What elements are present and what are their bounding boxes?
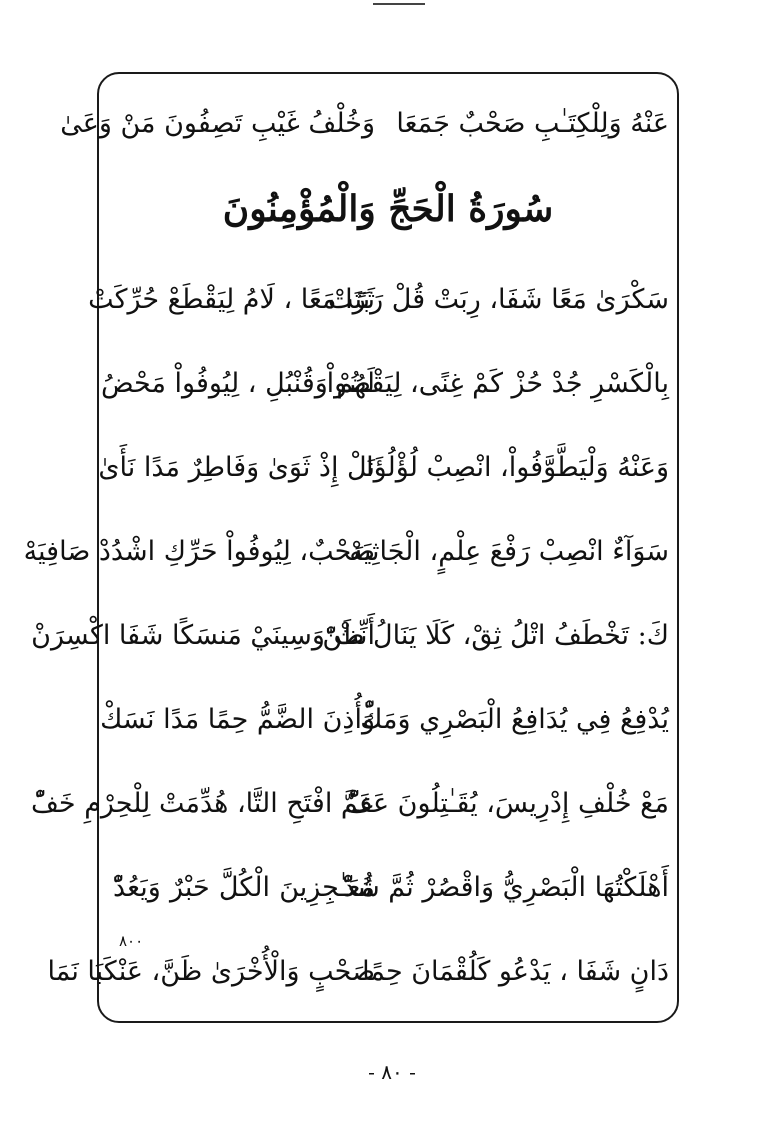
- verse-5-second-hemistich: صَحْبٌ، لِيُوفُواْ حَرِّكِ اشْدُدْ صَافِيَهْ: [23, 536, 375, 567]
- verse-7-second-hemistich: وَأُذِنَ الضَّمُّ حِمًا مَدًا نَسَكْ: [100, 704, 375, 735]
- verse-10-second-hemistich: صَحْبٍ وَالْأُخْرَىٰ ظَنَّ، عَنْكَبَا نَمَا: [47, 956, 375, 987]
- page-frame: [23, 72, 679, 1023]
- verse-7-first-hemistich: يُدْفِعُ فِي يُدَافِعُ الْبَصْرِي وَمَكّْ: [360, 704, 669, 735]
- verse-row-4: [99, 438, 677, 498]
- verse-4-second-hemistich: نَلْ إِذْ ثَوَىٰ وَفَاطِرٌ مَدًا نَأَىٰ: [98, 452, 375, 483]
- verse-3-first-hemistich: بِالْكَسْرِ جُدْ حُزْ كَمْ غِنًى، لِيَقْضُواْ: [326, 368, 669, 399]
- verse-row-6: [31, 606, 677, 666]
- verse-row-2: [88, 270, 677, 330]
- verse-6-first-hemistich: كَ: تَخْطَفُ اتْلُ ثِقْ، كَلَا يَنَالُ ظَنّْ: [322, 620, 669, 651]
- verse-2-first-hemistich: سَكْرَىٰ مَعًا شَفَا، رِبَتْ قُلْ رَبَتَتْ: [327, 284, 669, 315]
- verse-row-8: [30, 774, 677, 834]
- verse-2-second-hemistich: ثَرًا مَعًا ، لَامُ لِيَقْطَعْ حُرِّكَتْ: [88, 284, 375, 315]
- top-rule: [373, 3, 425, 5]
- verse-row-3: [99, 354, 677, 414]
- verse-6-second-hemistich: أَنِّثْ وَسِينَيْ مَنسَكًا شَفَا اكْسِرَنْ: [31, 620, 375, 651]
- verse-8-second-hemistich: عَمَّ افْتَحِ التَّا، هُدِّمَتْ لِلْحِرْمِ خَفّْ: [30, 788, 375, 819]
- verse-row-5: [23, 522, 677, 582]
- verse-row-1: [60, 94, 677, 154]
- verse-9-second-hemistich: مُعَـٰجِزِينَ الْكُلَّ حَبْرٌ وَيَعُدّْ: [113, 872, 375, 903]
- verse-9-first-hemistich: أَهْلَكْتُهَا الْبَصْرِيُّ وَاقْصُرْ ثُمَّ شُدّْ: [342, 872, 669, 903]
- verse-1-second-hemistich: وَخُلْفُ غَيْبِ تَصِفُونَ مَنْ وَعَىٰ: [60, 108, 375, 139]
- verse-8-first-hemistich: مَعْ خُلْفِ إِدْرِيسَ، يُقَـٰتِلُونَ عَفّْ: [345, 788, 669, 819]
- verse-4-first-hemistich: وَعَنْهُ وَلْيَطَّوَّفُواْ، انْصِبْ لُؤْلُؤَا: [366, 452, 669, 483]
- verse-row-10: [47, 942, 677, 1002]
- verse-1-first-hemistich: عَنْهُ وَلِلْكِتَـٰبِ صَحْبٌ جَمَعَا: [396, 108, 669, 139]
- verse-5-first-hemistich: سَوَآءٌ انْصِبْ رَفْعَ عِلْمٍ، الْجَاثِيَهْ: [349, 536, 669, 567]
- verse-row-7: [99, 690, 677, 750]
- surah-title: سُورَةُ الْحَجِّ وَالْمُؤْمِنُونَ: [222, 188, 554, 230]
- verse-row-9: [99, 858, 677, 918]
- verse-3-second-hemistich: لَهُمْ وَقُنْبُلِ ، لِيُوفُواْ مَحْضُ: [100, 368, 375, 399]
- verse-10-first-hemistich: دَانٍ شَفَا ، يَدْعُو كَلُقْمَانَ حِمًا: [362, 956, 669, 987]
- page-number: - ٨٠ -: [368, 1060, 416, 1084]
- verse-count-marker: ٨٠٠: [119, 932, 144, 950]
